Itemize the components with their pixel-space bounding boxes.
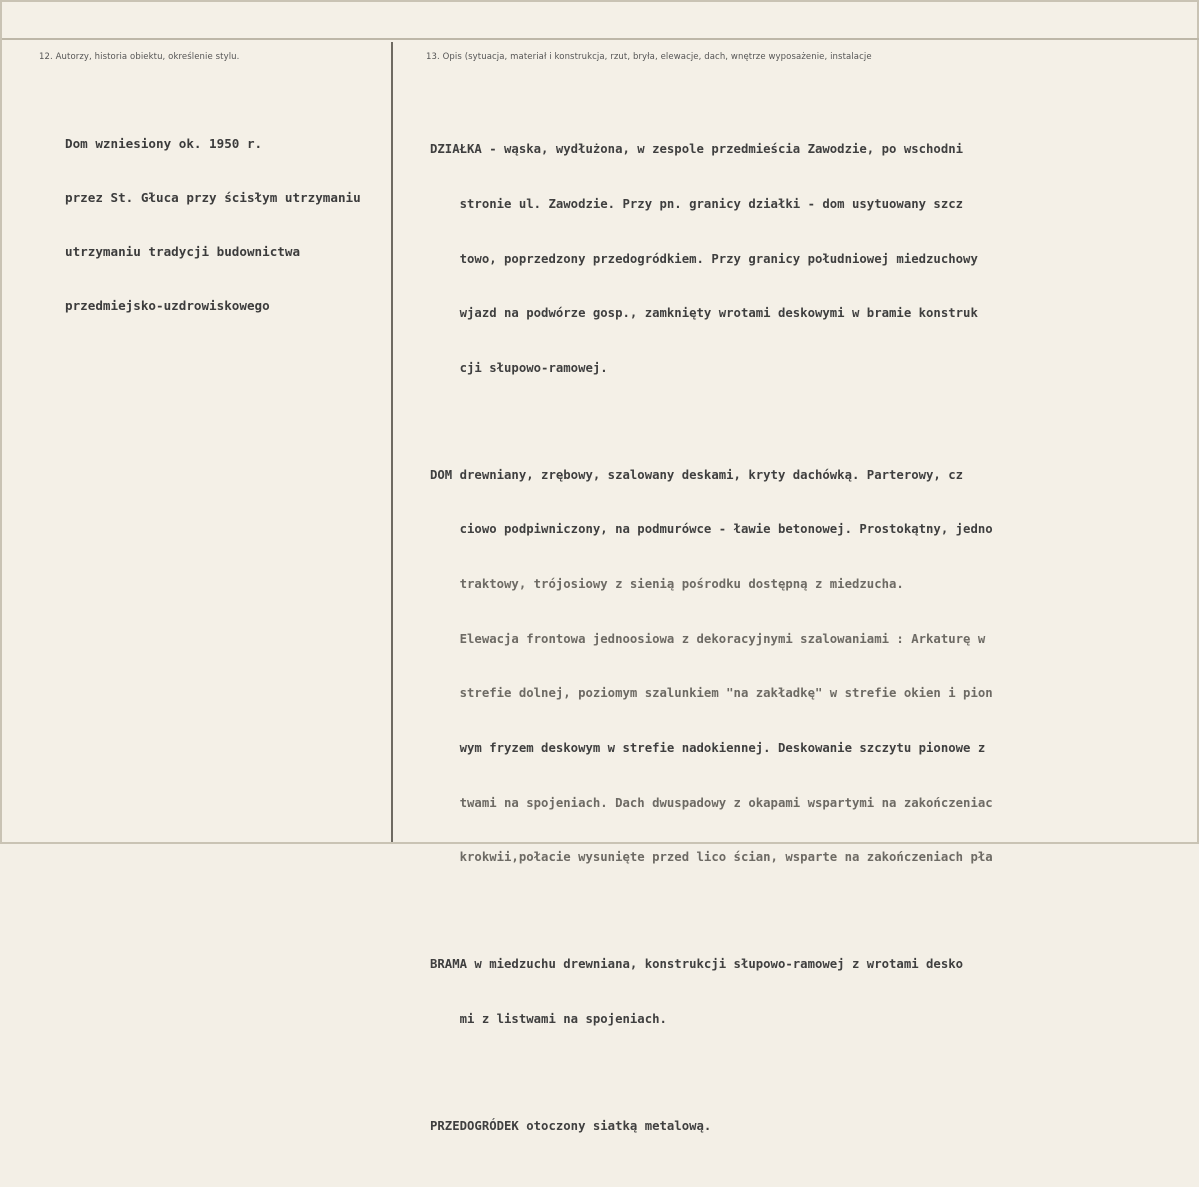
text-line: cji słupowo-ramowej. [430,360,608,375]
text-line: DZIAŁKA - wąska, wydłużona, w zespole przedmieścia Zawodzie, po wschodni [430,142,964,157]
text-line: stronie ul. Zawodzie. Przy pn. granicy działki - dom usytuowany szcz [430,197,964,212]
paragraph-przedogrodek [430,1080,1196,1171]
text-line: strefie dolnej, poziomym szalunkiem "na zakładkę" w strefie okien i pion [430,686,993,701]
text-line: BRAMA w miedzuchu drewniana, konstrukcji słupowo-ramowej z wrotami desko [430,957,964,972]
header-description: 13. Opis (sytuacja, materiał i konstrukcja, rzut, bryła, elewacje, dach, wnętrze wyposażenie, instalacje [426,52,872,62]
text-line: Elewacja frontowa jednoosiowa z dekoracyjnymi szalowaniami : Arkaturę w [430,631,986,646]
text-line: DOM drewniany, zrębowy, szalowany deskami, kryty dachówką. Parterowy, cz [430,467,964,482]
text-line: krokwii,połacie wysunięte przed lico ścian, wsparte na zakończeniach pła [430,850,993,865]
text-line: PRZEDOGRÓDEK otoczony siatką metalową. [430,1118,712,1133]
left-line: utrzymaniu tradycji budownictwa [65,244,301,259]
text-line: wym fryzem deskowym w strefie nadokiennej. Deskowanie szczytu pionowe z [430,740,986,755]
description-text [430,104,1196,1187]
paragraph-dzialka [430,104,1196,413]
authors-history-text [65,99,465,351]
text-line: wjazd na podwórze gosp., zamknięty wrotami deskowymi w bramie konstruk [430,306,978,321]
top-rule [2,38,1199,40]
header-authors-history: 12. Autorzy, historia obiektu, określenie stylu. [39,52,240,62]
paragraph-dom [430,429,1196,902]
text-line: twami na spojeniach. Dach dwuspadowy z okapami wspartymi na zakończeniac [430,795,993,810]
text-line: ciowo podpiwniczony, na podmurówce - ławie betonowej. Prostokątny, jedno [430,522,993,537]
left-line: przedmiejsko-uzdrowiskowego [65,298,270,313]
text-line: towo, poprzedzony przedogródkiem. Przy granicy południowej miedzuchowy [430,251,978,266]
text-line: mi z listwami na spojeniach. [430,1011,667,1026]
left-line: Dom wzniesiony ok. 1950 r. [65,136,263,151]
left-line: przez St. Głuca przy ścisłym utrzymaniu [65,190,361,205]
text-line: traktowy, trójosiowy z sienią pośrodku dostępną z miedzucha. [430,577,904,592]
paragraph-brama [430,919,1196,1065]
